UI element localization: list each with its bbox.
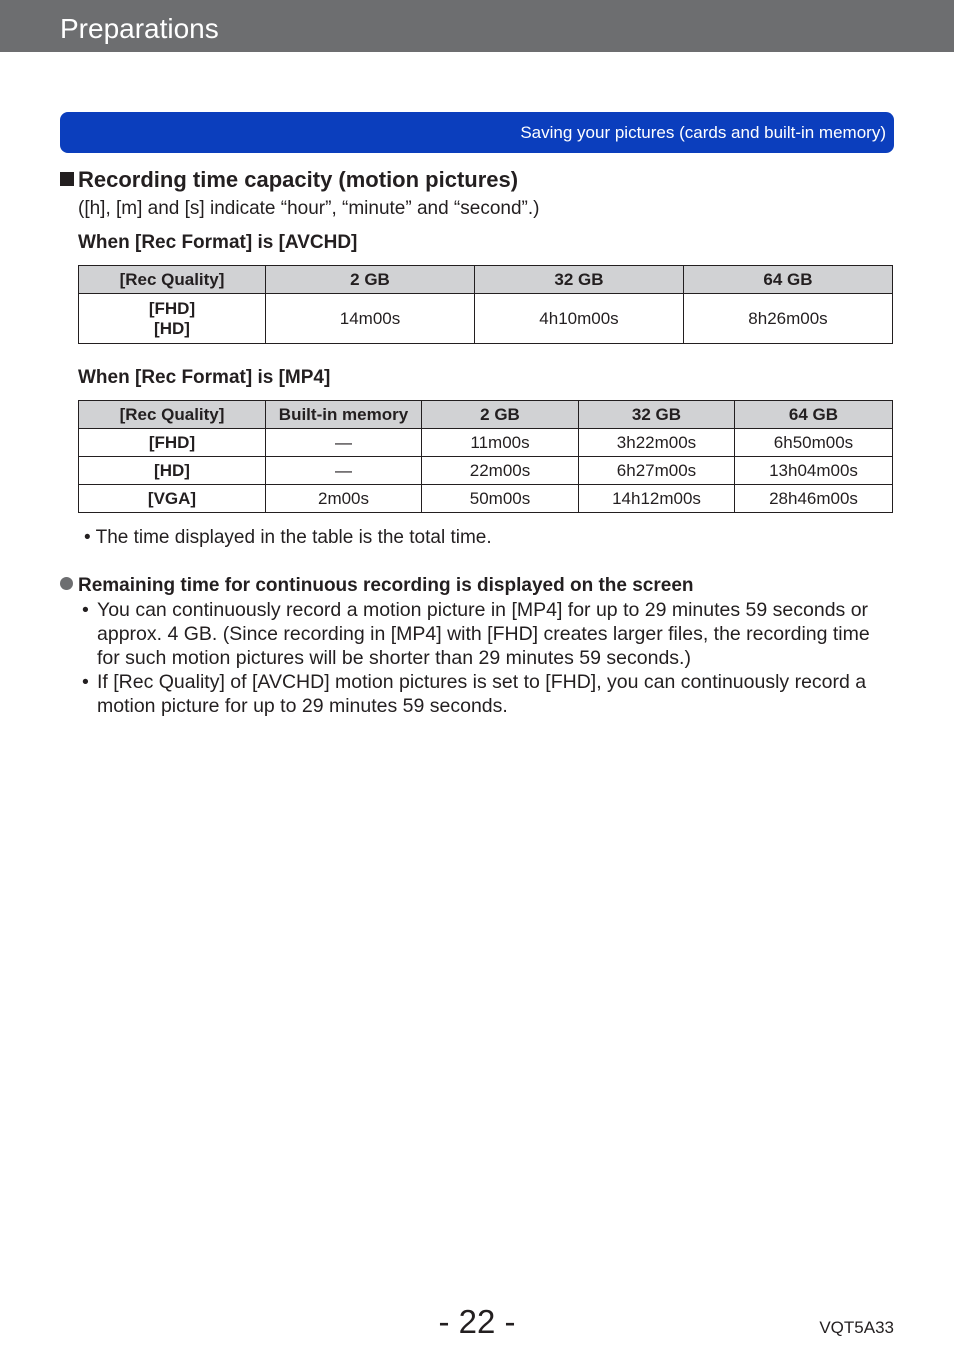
header-bar	[0, 0, 954, 52]
avchd-heading: When [Rec Format] is [AVCHD]	[78, 232, 358, 253]
table-cell: 14h12m00s	[579, 485, 735, 513]
bullet-dot-icon: •	[82, 599, 89, 621]
column-header: Built-in memory	[266, 401, 422, 429]
list-item-text: If [Rec Quality] of [AVCHD] motion pictures is set to [FHD], you can continuously record a motion picture for up to 29 minutes 59 seconds.	[97, 671, 867, 717]
section-heading	[60, 166, 518, 194]
row-header: [FHD]	[79, 429, 266, 457]
table-row	[79, 294, 893, 344]
table-cell: 14m00s	[266, 294, 475, 344]
section-banner	[60, 112, 894, 153]
table-row	[79, 457, 893, 485]
table-cell: 2m00s	[266, 485, 422, 513]
table-cell: 28h46m00s	[735, 485, 893, 513]
column-header: [Rec Quality]	[79, 401, 266, 429]
table-cell: 6h27m00s	[579, 457, 735, 485]
black-square-icon	[60, 172, 74, 186]
table-row	[79, 485, 893, 513]
column-header: 64 GB	[735, 401, 893, 429]
mp4-table	[78, 400, 893, 513]
gray-circle-bullet-icon	[60, 577, 73, 590]
table-cell: 6h50m00s	[735, 429, 893, 457]
table-cell: 50m00s	[422, 485, 579, 513]
bullet-dot-icon: •	[82, 671, 89, 693]
table-cell: 8h26m00s	[684, 294, 893, 344]
quality-label: [FHD]	[148, 298, 196, 318]
table-cell: —	[266, 429, 422, 457]
column-header: 2 GB	[266, 266, 475, 294]
row-header	[79, 294, 266, 344]
table-cell: 22m00s	[422, 457, 579, 485]
column-header: 32 GB	[475, 266, 684, 294]
document-code: VQT5A33	[819, 1318, 894, 1337]
footnote: • The time displayed in the table is the total time.	[84, 527, 492, 548]
table-row	[79, 429, 893, 457]
quality-label: [HD]	[154, 318, 190, 338]
table-cell: 11m00s	[422, 429, 579, 457]
mp4-heading: When [Rec Format] is [MP4]	[78, 367, 331, 388]
table-header-row	[79, 401, 893, 429]
unit-note: ([h], [m] and [s] indicate “hour”, “minute” and “second”.)	[78, 198, 540, 219]
row-header: [HD]	[79, 457, 266, 485]
avchd-table	[78, 265, 893, 344]
list-item	[82, 670, 872, 718]
column-header: 64 GB	[684, 266, 893, 294]
list-item-text: You can continuously record a motion picture in [MP4] for up to 29 minutes 59 seconds or approx. 4 GB. (Since recording in [MP4] with [FHD] creates larger files, the recording time for such motion pictures will be shorter than 29 minutes 59 seconds.)	[97, 599, 870, 669]
section-banner-text: Saving your pictures (cards and built-in memory)	[520, 123, 886, 142]
column-header: 2 GB	[422, 401, 579, 429]
table-header-row	[79, 266, 893, 294]
table-cell: 4h10m00s	[475, 294, 684, 344]
remaining-time-heading-text: Remaining time for continuous recording is displayed on the screen	[78, 575, 694, 596]
remaining-time-heading	[60, 574, 694, 598]
remaining-time-bullets	[82, 598, 872, 718]
row-header: [VGA]	[79, 485, 266, 513]
table-cell: 13h04m00s	[735, 457, 893, 485]
page-number: - 22 -	[438, 1303, 516, 1340]
table-cell: 3h22m00s	[579, 429, 735, 457]
table-cell: —	[266, 457, 422, 485]
column-header: [Rec Quality]	[79, 266, 266, 294]
chapter-title: Preparations	[60, 13, 219, 44]
column-header: 32 GB	[579, 401, 735, 429]
section-heading-text: Recording time capacity (motion pictures)	[78, 167, 519, 192]
list-item	[82, 598, 872, 670]
